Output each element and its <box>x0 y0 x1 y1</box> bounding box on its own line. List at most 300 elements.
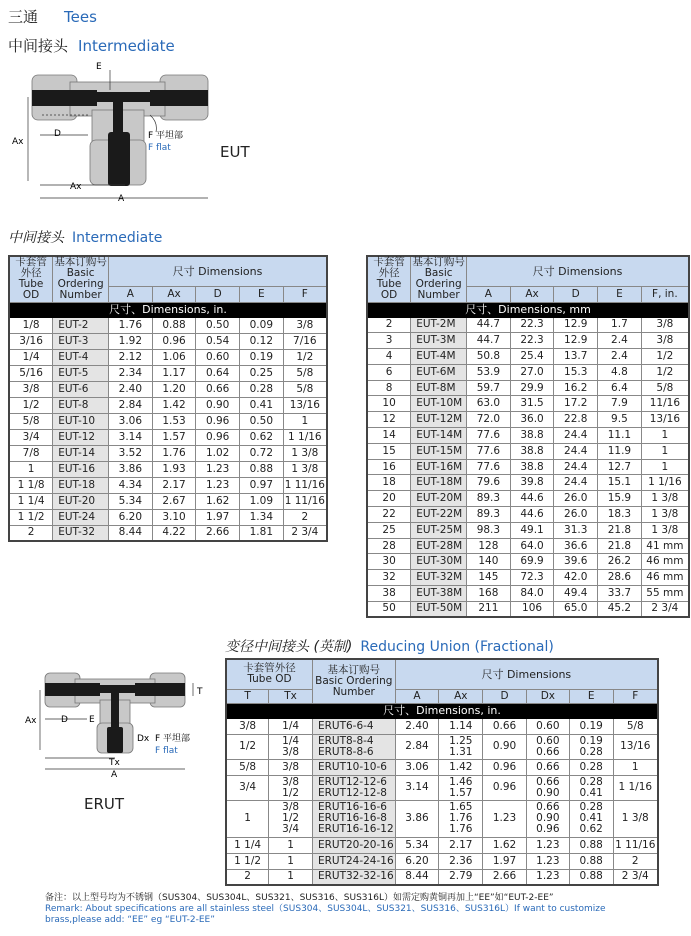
table-cell: 1.76 <box>152 445 196 461</box>
ordering-number-cell: EUT-14M <box>411 428 467 444</box>
header-col: A <box>109 286 153 302</box>
table-cell: 1.25 1.31 <box>439 734 483 759</box>
ordering-number-cell: EUT-28M <box>411 538 467 554</box>
table-row <box>367 586 689 602</box>
table-row <box>226 800 658 837</box>
table-cell: 106 <box>510 601 554 617</box>
table-row <box>367 380 689 396</box>
table-cell: 49.4 <box>554 586 598 602</box>
table-cell: 1 11/16 <box>613 837 658 853</box>
table-row <box>9 461 327 477</box>
label-e: E <box>89 715 95 725</box>
table-cell: 0.62 <box>240 429 284 445</box>
table-cell: 50 <box>367 601 411 617</box>
table-cell: 44.6 <box>510 507 554 523</box>
table-cell: 1 <box>269 869 313 885</box>
table-cell: 42.0 <box>554 570 598 586</box>
table-cell: 0.41 <box>240 397 284 413</box>
units-label: 尺寸、Dimensions, mm <box>367 302 689 317</box>
table-cell: 1/4 3/8 <box>269 734 313 759</box>
table-cell: 0.97 <box>240 477 284 493</box>
table-cell: 3 <box>367 333 411 349</box>
table-row <box>9 349 327 365</box>
section-heading-intermediate: 中间接头 Intermediate <box>8 230 163 246</box>
ordering-number-cell: EUT-20 <box>53 493 109 509</box>
table-cell: 0.66 0.90 0.96 <box>526 800 569 837</box>
table-cell: 24.4 <box>554 428 598 444</box>
table-cell: 0.72 <box>240 445 284 461</box>
table-row <box>367 570 689 586</box>
label-dx: Dx <box>137 734 150 744</box>
table-cell: 1.23 <box>196 477 240 493</box>
label-e: E <box>96 62 102 72</box>
ordering-number-cell: EUT-12M <box>411 412 467 428</box>
table-cell: 1 3/8 <box>613 800 658 837</box>
header-dimensions: 尺寸 Dimensions <box>109 256 327 286</box>
table-row <box>367 428 689 444</box>
units-bar <box>9 302 327 317</box>
header-dimensions: 尺寸 Dimensions <box>395 659 658 689</box>
table-cell: 32 <box>367 570 411 586</box>
table-row <box>367 396 689 412</box>
table-cell: 2 <box>367 317 411 333</box>
table-cell: 1/8 <box>9 317 53 333</box>
units-bar <box>367 302 689 317</box>
table-cell: 6.20 <box>109 509 153 525</box>
table-cell: 3.14 <box>109 429 153 445</box>
table-cell: 16.2 <box>554 380 598 396</box>
table-cell: 16 <box>367 459 411 475</box>
table-cell: 1.76 <box>109 317 153 333</box>
table-cell: 211 <box>467 601 511 617</box>
ordering-number-cell: EUT-3M <box>411 333 467 349</box>
header-tube-od: 卡套管 外径 Tube OD <box>9 256 53 302</box>
table-cell: 1/4 <box>9 349 53 365</box>
table-cell: 1 <box>226 800 269 837</box>
table-cell: 2.17 <box>152 477 196 493</box>
table-cell: 2.17 <box>439 837 483 853</box>
table-cell: 84.0 <box>510 586 554 602</box>
table-cell: 145 <box>467 570 511 586</box>
table-cell: 2 <box>226 869 269 885</box>
table-cell: 1 <box>641 428 689 444</box>
table-cell: 140 <box>467 554 511 570</box>
table-cell: 41 mm <box>641 538 689 554</box>
table-cell: 9.5 <box>598 412 642 428</box>
table-cell: 6 <box>367 364 411 380</box>
table-cell: 3/8 <box>641 317 689 333</box>
table-cell: 2.84 <box>109 397 153 413</box>
ordering-number-cell: EUT-3 <box>53 333 109 349</box>
table-cell: 1/4 <box>269 718 313 734</box>
table-row <box>367 475 689 491</box>
table-cell: 50.8 <box>467 349 511 365</box>
label-a: A <box>118 194 125 204</box>
table-cell: 0.88 <box>152 317 196 333</box>
table-cell: 1 3/8 <box>283 461 327 477</box>
header-row <box>226 659 658 689</box>
table-cell: 2 <box>613 853 658 869</box>
units-bar <box>226 703 658 718</box>
ordering-number-cell: EUT-25M <box>411 522 467 538</box>
table-cell: 44.6 <box>510 491 554 507</box>
table-cell: 2.79 <box>439 869 483 885</box>
label-d: D <box>54 129 61 139</box>
table-cell: 0.88 <box>569 869 613 885</box>
table-cell: 1 1/2 <box>9 509 53 525</box>
table-cell: 1 3/8 <box>641 507 689 523</box>
ordering-number-cell: EUT-16M <box>411 459 467 475</box>
table-cell: 1 3/8 <box>641 522 689 538</box>
table-row <box>9 397 327 413</box>
table-cell: 1 <box>9 461 53 477</box>
table-cell: 28 <box>367 538 411 554</box>
ordering-number-cell: EUT-18M <box>411 475 467 491</box>
label-ax: Ax <box>12 137 24 147</box>
sub-heading: 中间接头 Intermediate <box>8 37 175 55</box>
table-cell: 38 <box>367 586 411 602</box>
table-cell: 0.66 0.90 <box>526 775 569 800</box>
table-cell: 0.28 <box>569 759 613 775</box>
table-cell: 4.34 <box>109 477 153 493</box>
ordering-number-cell: ERUT10-10-6 <box>312 759 395 775</box>
table-cell: 3/8 1/2 3/4 <box>269 800 313 837</box>
table-cell: 36.6 <box>554 538 598 554</box>
ordering-number-cell: EUT-24 <box>53 509 109 525</box>
table-cell: 0.88 <box>569 837 613 853</box>
header-col: Dx <box>526 689 569 703</box>
header-dimensions: 尺寸 Dimensions <box>467 256 689 286</box>
table-cell: 3/8 <box>226 718 269 734</box>
table-cell: 21.8 <box>598 538 642 554</box>
table-cell: 4 <box>367 349 411 365</box>
table-cell: 33.7 <box>598 586 642 602</box>
table-cell: 4.8 <box>598 364 642 380</box>
ordering-number-cell: ERUT16-16-6 ERUT16-16-8 ERUT16-16-12 <box>312 800 395 837</box>
table-cell: 39.8 <box>510 475 554 491</box>
table-cell: 1.14 <box>439 718 483 734</box>
table-cell: 20 <box>367 491 411 507</box>
table-cell: 1 3/8 <box>641 491 689 507</box>
table-cell: 31.5 <box>510 396 554 412</box>
ordering-number-cell: ERUT24-24-16 <box>312 853 395 869</box>
table-cell: 3/4 <box>226 775 269 800</box>
ordering-number-cell: EUT-8M <box>411 380 467 396</box>
table-cell: 0.60 0.66 <box>526 734 569 759</box>
table-cell: 2.40 <box>109 381 153 397</box>
label-ax2: Ax <box>70 182 82 192</box>
table-cell: 3.06 <box>395 759 439 775</box>
table-cell: 1 <box>269 853 313 869</box>
table-cell: 4.22 <box>152 525 196 541</box>
table-cell: 28.6 <box>598 570 642 586</box>
header-col: A <box>395 689 439 703</box>
table-cell: 2.67 <box>152 493 196 509</box>
table-cell: 1.92 <box>109 333 153 349</box>
table-cell: 1.97 <box>196 509 240 525</box>
table-cell: 12.9 <box>554 317 598 333</box>
table-cell: 5/8 <box>283 381 327 397</box>
table-cell: 0.88 <box>569 853 613 869</box>
ordering-number-cell: EUT-8 <box>53 397 109 413</box>
table-cell: 5/8 <box>283 365 327 381</box>
table-cell: 1.97 <box>483 853 527 869</box>
table-cell: 1 <box>269 837 313 853</box>
ordering-number-cell: EUT-2M <box>411 317 467 333</box>
header-col: Ax <box>439 689 483 703</box>
section-heading-reducing: 变径中间接头 (英制) Reducing Union (Fractional) <box>225 639 554 655</box>
label-tx: Tx <box>109 758 120 768</box>
table-cell: 5/8 <box>9 413 53 429</box>
table-cell: 12.9 <box>554 333 598 349</box>
table-row <box>367 522 689 538</box>
table-cell: 0.96 <box>196 413 240 429</box>
table-cell: 2 <box>9 525 53 541</box>
ordering-number-cell: EUT-14 <box>53 445 109 461</box>
table-cell: 3/8 <box>283 317 327 333</box>
table-cell: 55 mm <box>641 586 689 602</box>
ordering-number-cell: ERUT8-8-4 ERUT8-8-6 <box>312 734 395 759</box>
table-cell: 1 11/16 <box>283 493 327 509</box>
table-cell: 2.4 <box>598 349 642 365</box>
label-f-en: F flat <box>148 143 171 153</box>
table-row <box>367 601 689 617</box>
table-cell: 0.60 <box>526 718 569 734</box>
table-cell: 2 3/4 <box>641 601 689 617</box>
table-cell: 1.42 <box>152 397 196 413</box>
ordering-number-cell: EUT-38M <box>411 586 467 602</box>
table-cell: 3.10 <box>152 509 196 525</box>
table-cell: 5/8 <box>226 759 269 775</box>
header-col: E <box>240 286 284 302</box>
table-cell: 22.3 <box>510 333 554 349</box>
ordering-number-cell: EUT-32M <box>411 570 467 586</box>
table-cell: 24.4 <box>554 475 598 491</box>
table-cell: 14 <box>367 428 411 444</box>
ordering-number-cell: EUT-20M <box>411 491 467 507</box>
table-cell: 1 1/2 <box>226 853 269 869</box>
table-cell: 2.12 <box>109 349 153 365</box>
table-cell: 69.9 <box>510 554 554 570</box>
table-cell: 0.66 <box>526 759 569 775</box>
table-cell: 1.46 1.57 <box>439 775 483 800</box>
ordering-number-cell: EUT-10M <box>411 396 467 412</box>
table-cell: 2 3/4 <box>283 525 327 541</box>
header-ordering-number: 基本订购号 Basic Ordering Number <box>54 256 107 302</box>
table-cell: 39.6 <box>554 554 598 570</box>
table-cell: 0.96 <box>483 759 527 775</box>
table-row <box>367 507 689 523</box>
table-cell: 10 <box>367 396 411 412</box>
ordering-number-cell: EUT-18 <box>53 477 109 493</box>
table-cell: 1.06 <box>152 349 196 365</box>
ordering-number-cell: EUT-30M <box>411 554 467 570</box>
table-cell: 0.50 <box>240 413 284 429</box>
table-cell: 0.19 <box>240 349 284 365</box>
table-cell: 0.19 <box>569 718 613 734</box>
table-cell: 15 <box>367 443 411 459</box>
table-cell: 1.23 <box>526 837 569 853</box>
header-tube-od: 卡套管外径 Tube OD <box>226 659 312 689</box>
table-cell: 0.64 <box>196 365 240 381</box>
table-cell: 2.34 <box>109 365 153 381</box>
ordering-number-cell: ERUT12-12-6 ERUT12-12-8 <box>312 775 395 800</box>
table-cell: 22.8 <box>554 412 598 428</box>
label-a: A <box>111 770 118 780</box>
table-row <box>226 718 658 734</box>
reducing-union-table <box>225 658 659 886</box>
ordering-number-cell: EUT-6 <box>53 381 109 397</box>
table-cell: 5/8 <box>641 380 689 396</box>
table-row <box>367 349 689 365</box>
table-cell: 1/2 <box>9 397 53 413</box>
table-cell: 3/8 <box>641 333 689 349</box>
table-row <box>9 477 327 493</box>
table-row <box>367 317 689 333</box>
table-cell: 24.4 <box>554 459 598 475</box>
table-cell: 3/8 1/2 <box>269 775 313 800</box>
header-col: Ax <box>152 286 196 302</box>
table-cell: 0.54 <box>196 333 240 349</box>
table-cell: 7/16 <box>283 333 327 349</box>
table-cell: 5.34 <box>395 837 439 853</box>
table-cell: 13/16 <box>613 734 658 759</box>
intermediate-inch-table <box>8 255 328 542</box>
intermediate-mm-table <box>366 255 690 618</box>
table-cell: 0.19 0.28 <box>569 734 613 759</box>
table-cell: 1.17 <box>152 365 196 381</box>
header-col: F <box>283 286 327 302</box>
table-cell: 1.23 <box>483 800 527 837</box>
table-cell: 22.3 <box>510 317 554 333</box>
table-cell: 17.2 <box>554 396 598 412</box>
table-cell: 25.4 <box>510 349 554 365</box>
ordering-number-cell: EUT-15M <box>411 443 467 459</box>
table-cell: 11/16 <box>641 396 689 412</box>
table-cell: 79.6 <box>467 475 511 491</box>
table-row <box>9 509 327 525</box>
table-cell: 1.23 <box>526 869 569 885</box>
table-cell: 0.96 <box>196 429 240 445</box>
erut-model-label: ERUT <box>84 795 125 813</box>
header-ordering-number: 基本订购号 Basic Ordering Number <box>312 659 395 703</box>
table-row <box>9 429 327 445</box>
table-cell: 46 mm <box>641 554 689 570</box>
table-cell: 3/8 <box>9 381 53 397</box>
table-cell: 18.3 <box>598 507 642 523</box>
table-cell: 1/2 <box>226 734 269 759</box>
table-cell: 1.34 <box>240 509 284 525</box>
label-f-cn: F 平坦部 <box>155 734 191 744</box>
table-row <box>367 459 689 475</box>
ordering-number-cell: EUT-16 <box>53 461 109 477</box>
ordering-number-cell: EUT-22M <box>411 507 467 523</box>
ordering-number-cell: EUT-4 <box>53 349 109 365</box>
table-cell: 3.14 <box>395 775 439 800</box>
header-ordering-number: 基本订购号 Basic Ordering Number <box>412 256 465 302</box>
table-cell: 1.53 <box>152 413 196 429</box>
table-row <box>226 869 658 885</box>
table-row <box>226 837 658 853</box>
ordering-number-cell: EUT-12 <box>53 429 109 445</box>
table-cell: 1.81 <box>240 525 284 541</box>
header-col: E <box>569 689 613 703</box>
table-cell: 31.3 <box>554 522 598 538</box>
table-cell: 0.60 <box>196 349 240 365</box>
header-row <box>9 256 327 286</box>
table-cell: 1 1/16 <box>613 775 658 800</box>
remark-en: Remark: About specifications are all stainless steel（SUS304、SUS304L、SUS321、SUS316、SUS316L）If want to customize brass,please add: “EE” eg “EUT-2-EE” <box>45 904 606 925</box>
table-row <box>9 493 327 509</box>
table-cell: 26.0 <box>554 491 598 507</box>
erut-diagram <box>25 665 210 780</box>
table-cell: 22 <box>367 507 411 523</box>
table-cell: 128 <box>467 538 511 554</box>
table-cell: 89.3 <box>467 507 511 523</box>
table-row <box>9 413 327 429</box>
table-cell: 38.8 <box>510 428 554 444</box>
table-cell: 1.09 <box>240 493 284 509</box>
table-cell: 44.7 <box>467 317 511 333</box>
table-cell: 45.2 <box>598 601 642 617</box>
ordering-number-cell: EUT-6M <box>411 364 467 380</box>
table-cell: 29.9 <box>510 380 554 396</box>
table-cell: 36.0 <box>510 412 554 428</box>
header-row <box>226 689 658 703</box>
header-col-t: T <box>226 689 269 703</box>
table-cell: 3.86 <box>395 800 439 837</box>
table-cell: 1 <box>641 443 689 459</box>
table-cell: 0.28 0.41 <box>569 775 613 800</box>
table-cell: 6.4 <box>598 380 642 396</box>
table-cell: 2.4 <box>598 333 642 349</box>
table-cell: 0.90 <box>196 397 240 413</box>
ordering-number-cell: EUT-10 <box>53 413 109 429</box>
table-cell: 1.20 <box>152 381 196 397</box>
table-row <box>367 412 689 428</box>
units-label: 尺寸、Dimensions, in. <box>226 703 658 718</box>
remarks <box>45 893 655 926</box>
table-cell: 1 1/8 <box>9 477 53 493</box>
table-cell: 24.4 <box>554 443 598 459</box>
label-ax: Ax <box>25 716 37 726</box>
ordering-number-cell: ERUT20-20-16 <box>312 837 395 853</box>
table-cell: 98.3 <box>467 522 511 538</box>
table-cell: 53.9 <box>467 364 511 380</box>
table-cell: 0.66 <box>196 381 240 397</box>
header-row <box>367 256 689 286</box>
table-cell: 3.06 <box>109 413 153 429</box>
table-cell: 5/16 <box>9 365 53 381</box>
table-cell: 1 1/4 <box>9 493 53 509</box>
table-cell: 30 <box>367 554 411 570</box>
table-cell: 44.7 <box>467 333 511 349</box>
table-cell: 1.65 1.76 1.76 <box>439 800 483 837</box>
table-cell: 2.40 <box>395 718 439 734</box>
table-cell: 1.02 <box>196 445 240 461</box>
table-cell: 1 <box>641 459 689 475</box>
ordering-number-cell: EUT-4M <box>411 349 467 365</box>
ordering-number-cell: ERUT32-32-16 <box>312 869 395 885</box>
table-cell: 13.7 <box>554 349 598 365</box>
ordering-number-cell: ERUT6-6-4 <box>312 718 395 734</box>
table-cell: 63.0 <box>467 396 511 412</box>
table-cell: 8 <box>367 380 411 396</box>
eut-model-label: EUT <box>220 143 250 161</box>
table-cell: 13/16 <box>641 412 689 428</box>
table-cell: 21.8 <box>598 522 642 538</box>
label-f-en: F flat <box>155 746 178 756</box>
